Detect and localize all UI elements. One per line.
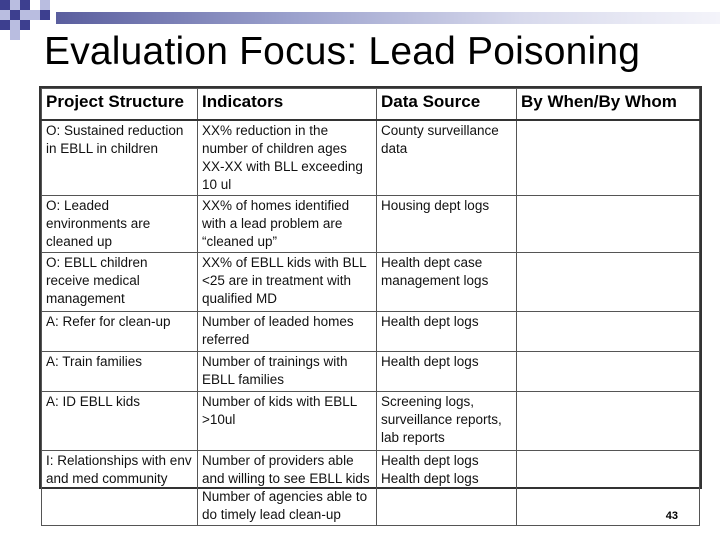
cell-by-when-by-whom [517, 253, 700, 312]
cell-indicators: Number of providers able and willing to see EBLL kids Number of agencies able to do timely lead clean-up [198, 451, 377, 526]
page-number: 43 [665, 510, 678, 522]
table-row [42, 253, 700, 312]
cell-project-structure: I: Relationships with env and med community [42, 451, 198, 526]
cell-project-structure: A: ID EBLL kids [42, 392, 198, 451]
cell-data-source: Housing dept logs [377, 196, 517, 253]
cell-indicators: Number of trainings with EBLL families [198, 352, 377, 392]
header-project-structure: Project Structure [42, 89, 198, 121]
cell-data-source: County surveillance data [377, 120, 517, 196]
cell-by-when-by-whom [517, 120, 700, 196]
table-header-row [42, 89, 700, 121]
table-row [42, 120, 700, 196]
table-row [42, 312, 700, 352]
cell-indicators: XX% of EBLL kids with BLL <25 are in treatment with qualified MD [198, 253, 377, 312]
cell-data-source: Screening logs, surveillance reports, lab reports [377, 392, 517, 451]
table-row [42, 196, 700, 253]
cell-data-source: Health dept case management logs [377, 253, 517, 312]
header-by-when-by-whom: By When/By Whom [517, 89, 700, 121]
cell-project-structure: A: Train families [42, 352, 198, 392]
top-gradient-rule [56, 12, 720, 24]
cell-data-source: Health dept logs Health dept logs [377, 451, 517, 526]
cell-indicators: Number of kids with EBLL >10ul [198, 392, 377, 451]
table-row [42, 392, 700, 451]
cell-project-structure: O: Leaded environments are cleaned up [42, 196, 198, 253]
cell-data-source: Health dept logs [377, 352, 517, 392]
cell-by-when-by-whom [517, 196, 700, 253]
cell-by-when-by-whom [517, 352, 700, 392]
table-row [42, 352, 700, 392]
cell-by-when-by-whom [517, 312, 700, 352]
cell-by-when-by-whom [517, 392, 700, 451]
slide-title: Evaluation Focus: Lead Poisoning [44, 30, 641, 73]
header-indicators: Indicators [198, 89, 377, 121]
cell-indicators: XX% of homes identified with a lead problem are “cleaned up” [198, 196, 377, 253]
cell-data-source: Health dept logs [377, 312, 517, 352]
table-row [42, 451, 700, 526]
cell-indicators: Number of leaded homes referred [198, 312, 377, 352]
cell-project-structure: O: EBLL children receive medical management [42, 253, 198, 312]
cell-indicators: XX% reduction in the number of children ages XX-XX with BLL exceeding 10 ul [198, 120, 377, 196]
header-data-source: Data Source [377, 89, 517, 121]
cell-project-structure: O: Sustained reduction in EBLL in children [42, 120, 198, 196]
cell-project-structure: A: Refer for clean-up [42, 312, 198, 352]
